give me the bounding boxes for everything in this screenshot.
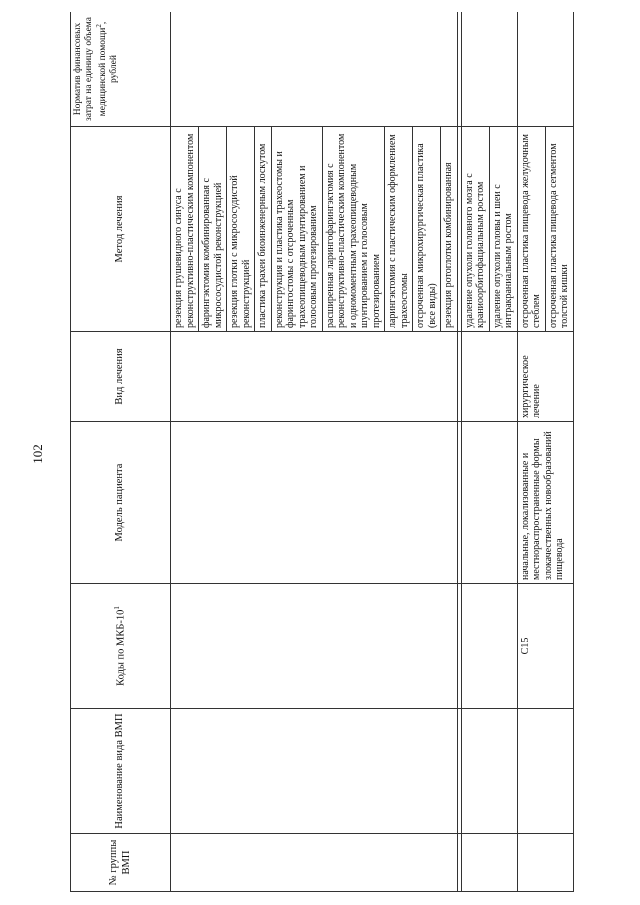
header-patient-model: Модель пациента — [71, 422, 171, 584]
header-vmp-name: Наименование вида ВМП — [71, 709, 171, 834]
method-cell: резекция грушевидного синуса с реконструктивно-пластическим компонентом — [171, 127, 199, 332]
header-icd-codes: Коды по МКБ-$10^1$ — [71, 584, 171, 709]
header-group-no: № группы ВМП — [71, 834, 171, 892]
vmp-table — [70, 12, 574, 892]
header-treatment-type: Вид лечения — [71, 332, 171, 422]
table-row — [517, 12, 545, 892]
method-cell: ларингэктомия с пластическим оформлением трахеостомы — [385, 127, 413, 332]
method-cell: реконструкция и пластика трахеостомы и фарингостомы с отсроченным трахеопищеводным шунтированием и голосовым протезированием — [271, 127, 322, 332]
method-cell: отсроченная пластика пищевода сегментом толстой кишки — [545, 127, 573, 332]
rotated-table-container — [70, 12, 640, 892]
method-cell: фарингэктомия комбинированная с микрососудистой реконструкцией — [199, 127, 227, 332]
header-norm: Норматив финансовых затрат на единицу объема медицинской помощи$^2$, рублей — [71, 12, 171, 127]
header-treatment-method: Метод лечения — [71, 127, 171, 332]
method-cell: пластика трахеи биоинженерным лоскутом — [255, 127, 272, 332]
table-row — [171, 12, 199, 892]
table-row — [461, 12, 489, 892]
method-cell: удаление опухоли головы и шеи с интракраниальным ростом — [489, 127, 517, 332]
icd-code-cell: C15 — [517, 584, 573, 709]
method-cell: резекция ротоглотки комбинированная — [441, 127, 458, 332]
header-row — [71, 12, 171, 892]
page-number: 102 — [30, 444, 45, 464]
method-cell: удаление опухоли головного мозга с краниоорбитофациальным ростом — [461, 127, 489, 332]
treatment-type-cell: хирургическое лечение — [517, 332, 573, 422]
table-wrapper — [70, 12, 640, 892]
method-cell: расширенная ларингофарингэктомия с реконструктивно-пластическим компонентом и одномоментным трахеопищеводным шунтированием и голосовым протезированием — [322, 127, 385, 332]
method-cell: резекция глотки с микрососудистой реконструкцией — [227, 127, 255, 332]
patient-model-cell: начальные, локализованные и местнораспространенные формы злокачественных новообразований пищевода — [517, 422, 573, 584]
method-cell: отсроченная пластика пищевода желудочным стеблем — [517, 127, 545, 332]
method-cell: отсроченная микрохирургическая пластика (все виды) — [413, 127, 441, 332]
